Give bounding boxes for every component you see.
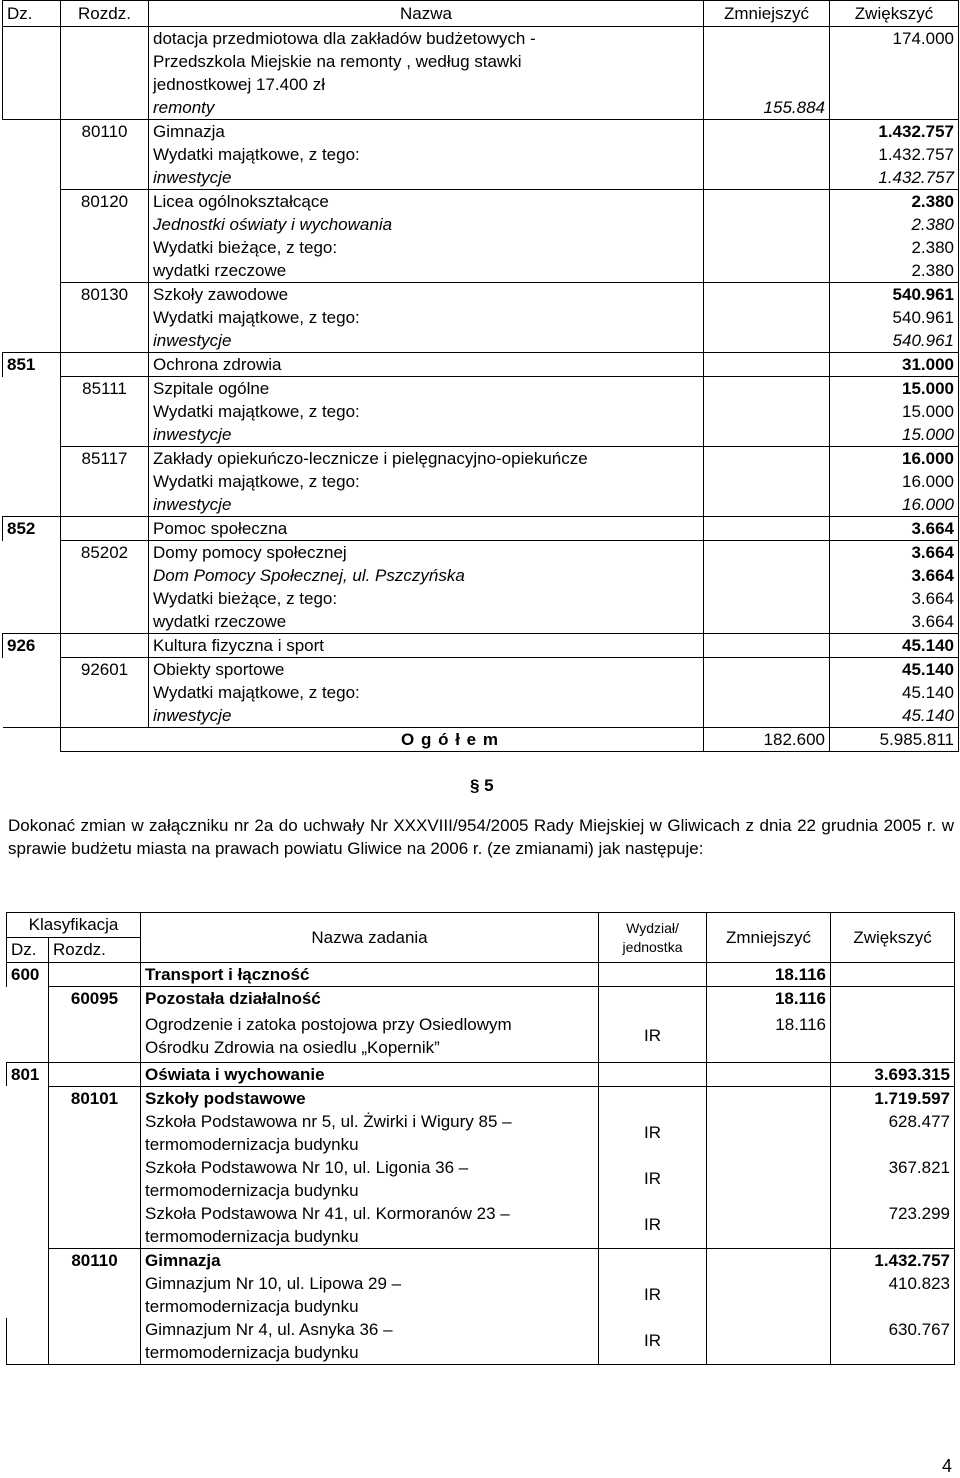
- table-row: inwestycje 45.140: [3, 704, 959, 728]
- table-row: 852 Pomoc społeczna 3.664: [3, 517, 959, 541]
- table-row: 85202 Domy pomocy społecznej 3.664: [3, 541, 959, 565]
- table-row: Wydatki bieżące, z tego: 2.380: [3, 236, 959, 259]
- table-row: 926 Kultura fizyczna i sport 45.140: [3, 634, 959, 658]
- col-dz: Dz.: [7, 938, 49, 963]
- col-rozdz: Rozdz.: [49, 938, 141, 963]
- table-row: Wydatki bieżące, z tego: 3.664: [3, 587, 959, 610]
- section-mark: § 5: [470, 776, 494, 795]
- table-row: 80130 Szkoły zawodowe 540.961: [3, 283, 959, 307]
- table-row: Przedszkola Miejskie na remonty , według stawki: [3, 50, 959, 73]
- table-row: inwestycje 1.432.757: [3, 166, 959, 190]
- table-row: 80101 Szkoły podstawowe 1.719.597: [7, 1086, 955, 1110]
- table-row: Jednostki oświaty i wychowania 2.380: [3, 213, 959, 236]
- table-row: 85111 Szpitale ogólne 15.000: [3, 377, 959, 401]
- table-row: Wydatki majątkowe, z tego: 1.432.757: [3, 143, 959, 166]
- col-rozdz: Rozdz.: [61, 1, 149, 27]
- table-row: Ogrodzenie i zatoka postojowa przy Osiedlowym Ośrodku Zdrowia na osiedlu „Kopernik” IR 18.116: [7, 1010, 955, 1062]
- col-wydzial: Wydział/ jednostka: [599, 913, 707, 963]
- table-row: Szkoła Podstawowa Nr 10, ul. Ligonia 36 – termomodernizacja budynku IR 367.821: [7, 1156, 955, 1202]
- budget-table-1: [2, 0, 959, 752]
- col-zwiekszyc: Zwiększyć: [831, 913, 955, 963]
- col-klasyfikacja: Klasyfikacja: [7, 913, 141, 938]
- col-zmniejszyc: Zmniejszyć: [707, 913, 831, 963]
- table-row: jednostkowej 17.400 zł: [3, 73, 959, 96]
- col-zwiekszyc: Zwiększyć: [830, 1, 959, 27]
- table-row: Szkoła Podstawowa Nr 41, ul. Kormoranów 23 – termomodernizacja budynku IR 723.299: [7, 1202, 955, 1249]
- table-header: [7, 913, 955, 938]
- table-row: 600 Transport i łączność 18.116: [7, 963, 955, 987]
- table-row: Wydatki majątkowe, z tego: 45.140: [3, 681, 959, 704]
- table-row: wydatki rzeczowe 2.380: [3, 259, 959, 283]
- table-row: Szkoła Podstawowa nr 5, ul. Żwirki i Wigury 85 – termomodernizacja budynku IR 628.477: [7, 1110, 955, 1156]
- table-row: 801 Oświata i wychowanie 3.693.315: [7, 1062, 955, 1086]
- table-row: inwestycje 16.000: [3, 493, 959, 517]
- table-row: Wydatki majątkowe, z tego: 540.961: [3, 306, 959, 329]
- table-row: 80120 Licea ogólnokształcące 2.380: [3, 190, 959, 214]
- table-row: Dom Pomocy Społecznej, ul. Pszczyńska 3.664: [3, 564, 959, 587]
- paragraph: Dokonać zmian w załączniku nr 2a do uchwały Nr XXXVIII/954/2005 Rady Miejskiej w Gliwicach z dnia 22 grudnia 2005 r. w sprawie budżetu miasta na prawach powiatu Gliwice na 2006 r. (ze zmianami) jak następuje:: [8, 816, 954, 858]
- table-row: Gimnazjum Nr 4, ul. Asnyka 36 – termomodernizacja budynku IR 630.767: [7, 1318, 955, 1365]
- table-header: [3, 1, 959, 27]
- table-row: inwestycje 540.961: [3, 329, 959, 353]
- col-nazwa-zadania: Nazwa zadania: [141, 913, 599, 963]
- table-row: wydatki rzeczowe 3.664: [3, 610, 959, 634]
- table-row: 80110 Gimnazja 1.432.757: [7, 1248, 955, 1272]
- col-nazwa: Nazwa: [149, 1, 704, 27]
- page-number: 4: [941, 1456, 952, 1476]
- total-row: O g ó ł e m 182.600 5.985.811: [3, 728, 959, 752]
- table-row: inwestycje 15.000: [3, 423, 959, 447]
- table-row: 85117 Zakłady opiekuńczo-lecznicze i pielęgnacyjno-opiekuńcze 16.000: [3, 447, 959, 471]
- table-row: Wydatki majątkowe, z tego: 15.000: [3, 400, 959, 423]
- table-row: 92601 Obiekty sportowe 45.140: [3, 658, 959, 682]
- col-dz: Dz.: [3, 1, 61, 27]
- budget-table-2: [6, 912, 955, 1365]
- table-row: remonty 155.884: [3, 96, 959, 120]
- table-row: Wydatki majątkowe, z tego: 16.000: [3, 470, 959, 493]
- col-zmniejszyc: Zmniejszyć: [704, 1, 830, 27]
- table-row: dotacja przedmiotowa dla zakładów budżetowych - 174.000: [3, 27, 959, 51]
- table-row: 60095 Pozostała działalność 18.116: [7, 987, 955, 1011]
- table-row: 80110 Gimnazja 1.432.757: [3, 120, 959, 144]
- table-row: 851 Ochrona zdrowia 31.000: [3, 353, 959, 377]
- table-row: Gimnazjum Nr 10, ul. Lipowa 29 – termomodernizacja budynku IR 410.823: [7, 1272, 955, 1318]
